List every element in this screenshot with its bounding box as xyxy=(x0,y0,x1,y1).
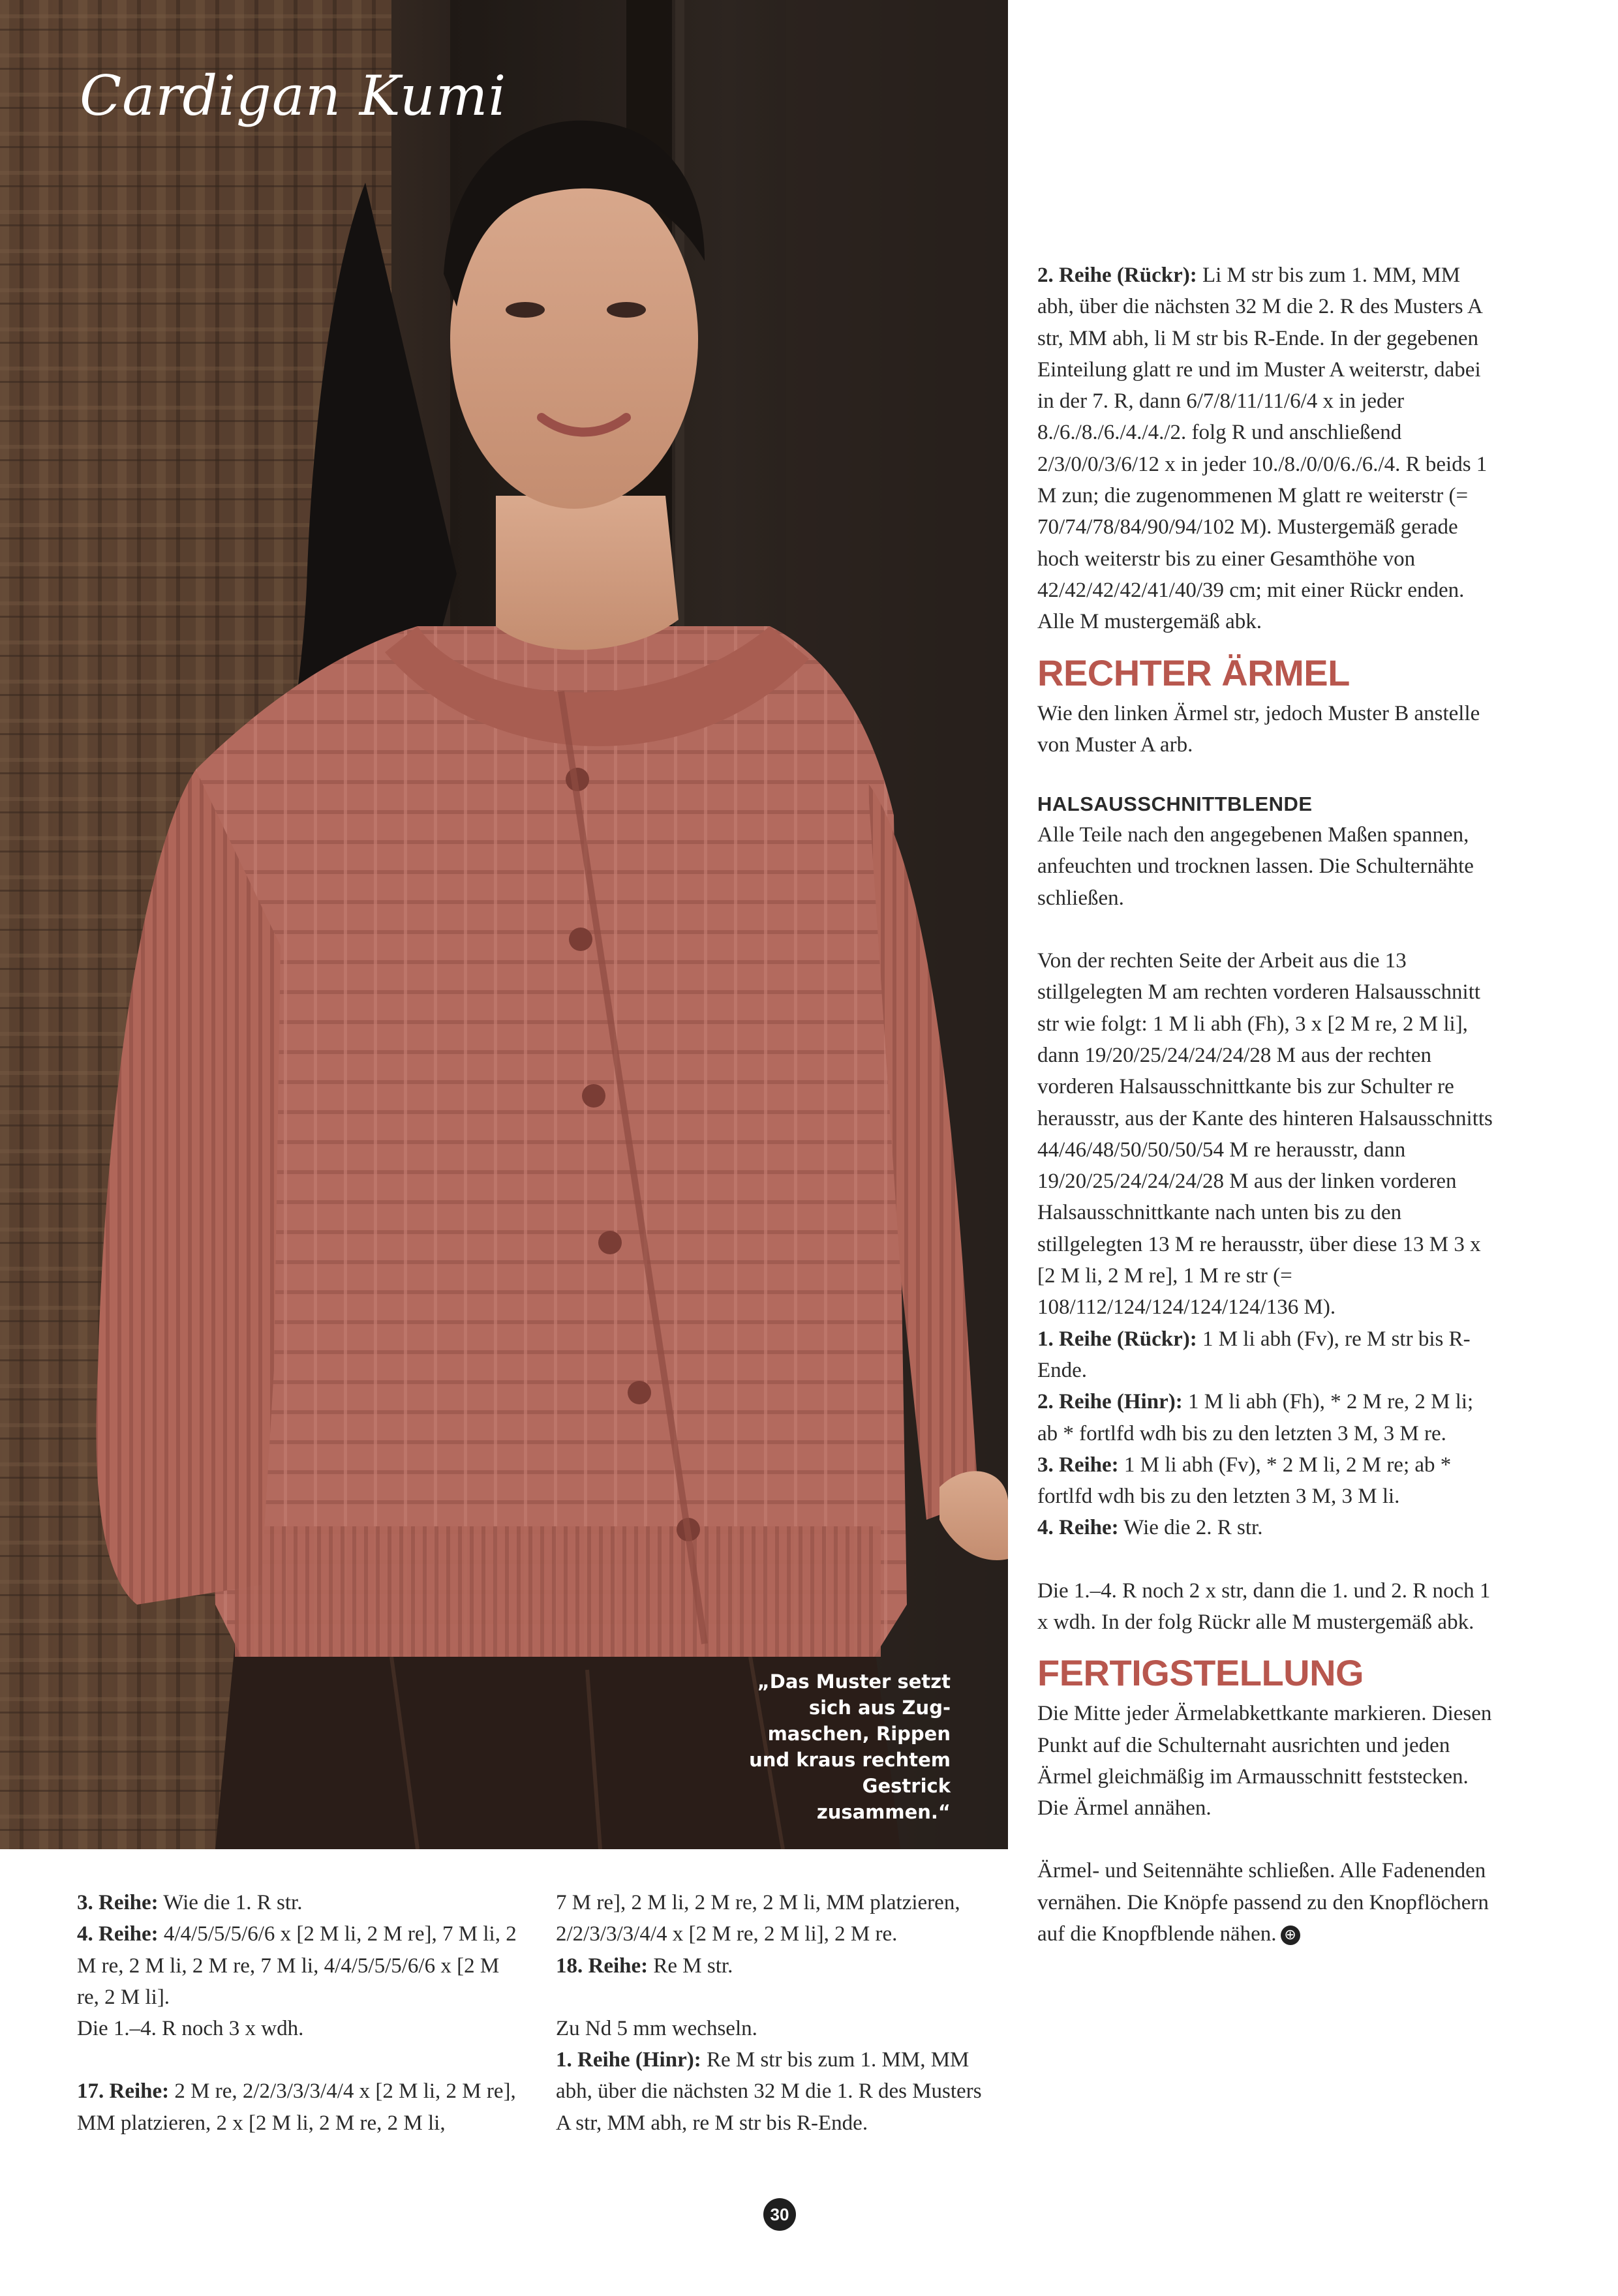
row-text: Re M str. xyxy=(648,1954,733,1978)
neckband-repeat-text: Die 1.–4. R noch 2 x str, dann die 1. und 2. R noch 1 x wdh. In der folg Rückr alle M mustergemäß abk. xyxy=(1037,1578,1491,1634)
row-text: 1 M li abh (Fv), * 2 M li, 2 M re; ab * fortlfd wdh bis zu den letzten 3 M, 3 M li. xyxy=(1037,1453,1452,1509)
neckband-row-4 xyxy=(1037,1512,1494,1543)
neckband-text-2: Von der rechten Seite der Arbeit aus die 13 stillgelegten M am rechten vorderen Halsausschnitt str wie folgt: 1 M li abh (Fh), 3 x [2 M re, 2 M li], dann 19/20/25/24/24/24/28 M aus der rechten vorderen Halsausschnittkante bis zur Schulter re herausstr, aus der Kante des hinteren Halsausschnitts 44/46/48/50/50/50/54 M re herausstr, dann 19/20/25/24/24/24/28 M aus der linken vorderen Halsausschnittkante nach unten bis zu den stillgelegten 13 M re herausstr, über diese 13 M 3 x [2 M li, 2 M re], 1 M re str (= 108/112/124/124/124/124/136 M). xyxy=(1037,949,1493,1320)
section-heading-neckband: HALSAUSSCHNITTBLENDE xyxy=(1037,793,1313,816)
instructions-right-column xyxy=(1037,260,1494,1950)
row-3-paragraph xyxy=(77,1887,521,1918)
instructions-left-column xyxy=(77,1887,521,2139)
row-label: 17. Reihe: xyxy=(77,2079,170,2104)
row-label: 1. Reihe (Hinr): xyxy=(556,2048,701,2072)
section-heading-finishing: FERTIGSTELLUNG xyxy=(1037,1652,1364,1694)
row-text: 1 M li abh (Fh), * 2 M re, 2 M li; ab * fortlfd wdh bis zu den letzten 3 M, 3 M re. xyxy=(1037,1390,1474,1445)
row-text: Li M str bis zum 1. MM, MM abh, über die nächsten 32 M die 2. R des Musters A str, MM abh, li M str bis R-Ende. In der gegebenen Einteilung glatt re und im Muster A weiterstr, dabei in der 7. R, dann 6/7/8/11/11/6/4 x in jeder 8./6./8./6./4./4./2. folg R und anschließend 2/3/0/0/3/6/12 x in jeder 10./8./0/0/6./6./4. R beids 1 M zun; die zugenommenen M glatt re weiterstr (= 70/74/78/84/90/94/102 M). Mustergemäß gerade hoch weiterstr bis zu einer Gesamthöhe von 42/42/42/42/41/40/39 cm; mit einer Rückr enden. Alle M mustergemäß abk. xyxy=(1037,264,1488,634)
finishing-text-2 xyxy=(1037,1855,1494,1950)
row-label: 4. Reihe: xyxy=(1037,1516,1119,1540)
pull-quote: „Das Muster setzt sich aus Zug-maschen, Rippen und kraus rechtem Gestrick zusammen.“ xyxy=(749,1670,951,1823)
row-17-paragraph xyxy=(77,2076,521,2139)
page-number: 30 xyxy=(763,2198,796,2231)
neckband-row-2 xyxy=(1037,1386,1494,1449)
row-text: 1 M li abh (Fv), re M str bis R-Ende. xyxy=(1037,1327,1471,1382)
neckband-text-1: Alle Teile nach den angegebenen Maßen spannen, anfeuchten und trocknen lassen. Die Schulternähte schließen. xyxy=(1037,823,1474,910)
row-text: 4/4/5/5/5/6/6 x [2 M li, 2 M re], 7 M li, 2 M re, 2 M li, 2 M re, 7 M li, 4/4/5/5/5/6/6 x [2 M re, 2 M li]. xyxy=(77,1922,517,2009)
needle-change-paragraph: Zu Nd 5 mm wechseln. xyxy=(556,2016,757,2040)
finishing-text: Ärmel- und Seitennähte schließen. Alle Fadenenden vernähen. Die Knöpfe passend zu den Knopflöchern auf die Knopfblende nähen. xyxy=(1037,1859,1489,1946)
back-row-2-paragraph xyxy=(1037,260,1494,638)
row-label: 4. Reihe: xyxy=(77,1922,159,1946)
row-text: Wie die 1. R str. xyxy=(158,1891,303,1914)
row-18-paragraph xyxy=(556,1950,1000,1982)
row-label: 2. Reihe (Hinr): xyxy=(1037,1390,1183,1414)
row-text: 2 M re, 2/2/3/3/3/4/4 x [2 M li, 2 M re], MM platzieren, 2 x [2 M li, 2 M re, 2 M li, xyxy=(77,2079,516,2135)
end-of-article-icon: ⊕ xyxy=(1281,1926,1300,1945)
neckband-row-1 xyxy=(1037,1323,1494,1387)
row-text: Re M str bis zum 1. MM, MM abh, über die nächsten 32 M die 1. R des Musters A str, MM abh, re M str bis R-Ende. xyxy=(556,2048,982,2135)
right-sleeve-text: Wie den linken Ärmel str, jedoch Muster B anstelle von Muster A arb. xyxy=(1037,701,1480,757)
row-17-continued: 7 M re], 2 M li, 2 M re, 2 M li, MM platzieren, 2/2/3/3/3/4/4 x [2 M re, 2 M li], 2 M re. xyxy=(556,1891,960,1946)
row-4-paragraph xyxy=(77,1918,521,2013)
neckband-row-3 xyxy=(1037,1449,1494,1513)
repeat-paragraph: Die 1.–4. R noch 3 x wdh. xyxy=(77,2017,304,2041)
row-text: Wie die 2. R str. xyxy=(1118,1516,1263,1540)
row-label: 2. Reihe (Rückr): xyxy=(1037,264,1197,287)
instructions-middle-column xyxy=(556,1887,1000,2139)
finishing-text-1: Die Mitte jeder Ärmelabkettkante markieren. Diesen Punkt auf die Schulternaht ausrichten und jeden Ärmel gleichmäßig im Armausschnitt feststecken. Die Ärmel annähen. xyxy=(1037,1702,1492,1820)
row-label: 3. Reihe: xyxy=(1037,1453,1119,1477)
row-label: 3. Reihe: xyxy=(77,1891,159,1914)
row-label: 18. Reihe: xyxy=(556,1954,649,1978)
section-heading-right-sleeve: RECHTER ÄRMEL xyxy=(1037,652,1350,693)
page-title: Cardigan Kumi xyxy=(80,64,507,128)
back-row-1-paragraph xyxy=(556,2044,1000,2139)
row-label: 1. Reihe (Rückr): xyxy=(1037,1327,1197,1351)
